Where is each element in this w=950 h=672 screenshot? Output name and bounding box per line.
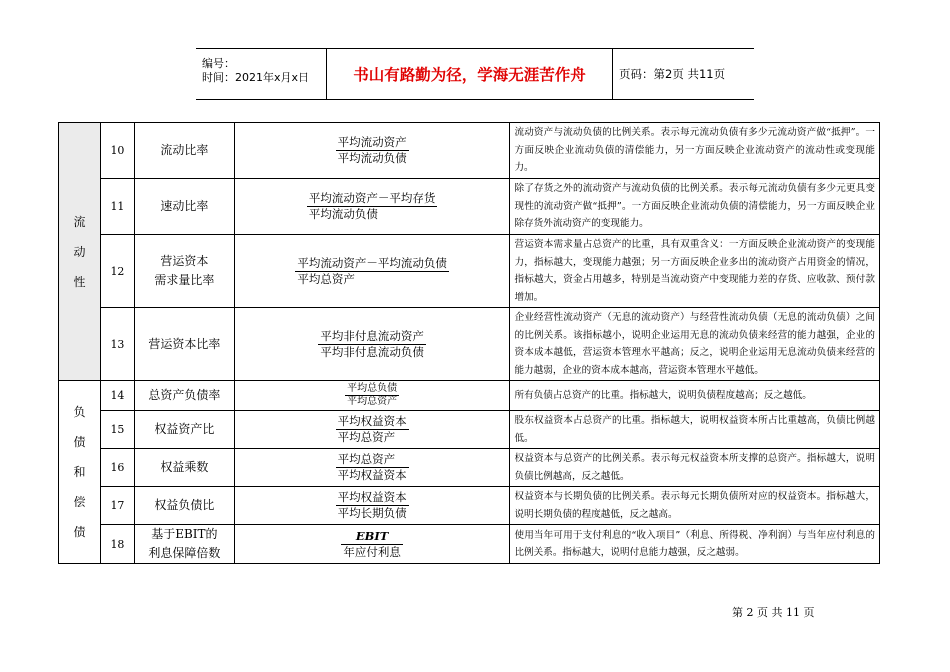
- ratio-formula: [234, 179, 510, 235]
- ratio-table: [58, 122, 880, 564]
- ratio-description: 流动资产与流动负债的比例关系。表示每元流动负债有多少元流动资产做“抵押”。一方面反映企业流动负债的清偿能力，另一方面反映企业流动资产的流动性或变现能力。: [510, 123, 880, 179]
- table-row: [59, 487, 880, 525]
- page-header: [196, 48, 754, 100]
- section-char: 债: [73, 435, 86, 449]
- table-row: [59, 381, 880, 411]
- ratio-name-line: 营运资本: [160, 254, 209, 268]
- section-char: 负: [73, 405, 86, 419]
- formula-denominator: 年应付利息: [343, 544, 401, 559]
- table-row: [59, 123, 880, 179]
- formula-denominator: 平均流动负债: [337, 151, 407, 165]
- section-debt: [59, 381, 101, 564]
- formula-denominator: 平均权益资本: [337, 468, 407, 482]
- ratio-name-line: 利息保障倍数: [148, 546, 221, 560]
- row-number: 13: [100, 308, 134, 381]
- formula-numerator: 平均非付息流动资产: [320, 328, 424, 343]
- section-liquidity: [59, 123, 101, 381]
- section-char: 偿: [73, 495, 86, 509]
- row-number: 15: [100, 411, 134, 449]
- section-char: 性: [73, 274, 86, 289]
- ratio-description: 权益资本与总资产的比例关系。表示每元权益资本所支撑的总资产。指标越大，说明负债比例越高，反之越低。: [510, 449, 880, 487]
- table-row: [59, 525, 880, 564]
- ratio-name-line: 基于EBIT的: [151, 527, 218, 541]
- row-number: 11: [100, 179, 134, 235]
- formula-denominator: 平均总资产: [297, 271, 355, 286]
- header-meta: [196, 49, 327, 99]
- ratio-formula: [234, 123, 510, 179]
- ratio-formula: [234, 411, 510, 449]
- ratio-name: [134, 235, 234, 308]
- row-number: 18: [100, 525, 134, 564]
- formula-numerator: EBIT: [341, 529, 403, 545]
- ratio-name: 营运资本比率: [134, 308, 234, 381]
- ratio-description: 营运资本需求量占总资产的比重，具有双重含义：一方面反映企业流动资产的变现能力，指标越大，变现能力越强；另一方面反映企业多出的流动资产占用资金的情况，指标越大，资金占用越多，特别是当流动资产中变现能力差的存货、应收款、预付款增加。: [510, 235, 880, 308]
- formula-denominator: 平均流动负债: [308, 207, 378, 221]
- number-label: 编号：: [202, 57, 235, 70]
- page-footer: 第 2 页 共 11 页: [732, 606, 815, 619]
- ratio-name: 总资产负债率: [134, 381, 234, 411]
- formula-numerator: 平均总资产: [336, 452, 409, 468]
- section-char: 流: [73, 214, 86, 229]
- formula-numerator: 平均总负债: [347, 383, 398, 394]
- ratio-formula: [234, 308, 510, 381]
- formula-numerator: 平均权益资本: [337, 490, 407, 504]
- formula-numerator: 平均流动资产: [337, 135, 407, 149]
- ratio-name: 流动比率: [134, 123, 234, 179]
- header-page-label: 页码：第2页 共11页: [619, 67, 726, 81]
- row-number: 17: [100, 487, 134, 525]
- formula-numerator: 平均流动资产－平均存货: [308, 191, 436, 205]
- ratio-name: 权益乘数: [134, 449, 234, 487]
- ratio-description: 所有负债占总资产的比重。指标越大，说明负债程度越高；反之越低。: [510, 381, 880, 411]
- ratio-name: 速动比率: [134, 179, 234, 235]
- formula-denominator: 平均长期负债: [337, 506, 407, 520]
- formula-denominator: 平均非付息流动负债: [320, 344, 424, 359]
- ratio-description: 股东权益资本占总资产的比重。指标越大，说明权益资本所占比重越高，负债比例越低。: [510, 411, 880, 449]
- row-number: 16: [100, 449, 134, 487]
- header-motto: 书山有路勤为径，学海无涯苦作舟: [327, 49, 613, 99]
- ratio-name: 权益资产比: [134, 411, 234, 449]
- ratio-name-line: 需求量比率: [154, 273, 215, 287]
- ratio-formula: [234, 525, 510, 564]
- section-char: 和: [73, 465, 86, 479]
- row-number: 12: [100, 235, 134, 308]
- formula-numerator: 平均流动资产－平均流动负债: [297, 255, 447, 270]
- ratio-description: 使用当年可用于支付利息的“收入项目”（利息、所得税、净利润）与当年应付利息的比例关系。指标越大，说明付息能力越强，反之越弱。: [510, 525, 880, 564]
- ratio-name: 权益负债比: [134, 487, 234, 525]
- table-row: [59, 449, 880, 487]
- table-row: [59, 411, 880, 449]
- formula-denominator: 平均总资产: [337, 430, 396, 444]
- ratio-formula: [234, 235, 510, 308]
- ratio-formula: [234, 381, 510, 411]
- table-row: [59, 179, 880, 235]
- row-number: 14: [100, 381, 134, 411]
- ratio-description: 权益资本与长期负债的比例关系。表示每元长期负债所对应的权益资本。指标越大，说明长期负债的程度越低，反之越高。: [510, 487, 880, 525]
- table-row: [59, 235, 880, 308]
- ratio-description: 企业经营性流动资产（无息的流动资产）与经营性流动负债（无息的流动负债）之间的比例关系。该指标越小，说明企业运用无息的流动负债来经营的能力越强，企业的资本成本越低，营运资本管理水平越高；反之，说明企业运用无息流动负债来经营的能力越弱，企业的资本成本越高，营运资本管理水平越低。: [510, 308, 880, 381]
- ratio-formula: [234, 487, 510, 525]
- formula-denominator: 平均总资产: [347, 396, 398, 407]
- ratio-name: [134, 525, 234, 564]
- formula-numerator: 平均权益资本: [337, 414, 407, 428]
- row-number: 10: [100, 123, 134, 179]
- time-label: 时间：2021年x月x日: [202, 71, 310, 84]
- section-char: 动: [73, 244, 86, 259]
- section-char: 债: [73, 525, 86, 539]
- ratio-formula: [234, 449, 510, 487]
- table-row: [59, 308, 880, 381]
- ratio-description: 除了存货之外的流动资产与流动负债的比例关系。表示每元流动负债有多少元更具变现性的流动资产做“抵押”。一方面反映企业流动负债的清偿能力，另一方面反映企业除存货外流动资产的变现能力。: [510, 179, 880, 235]
